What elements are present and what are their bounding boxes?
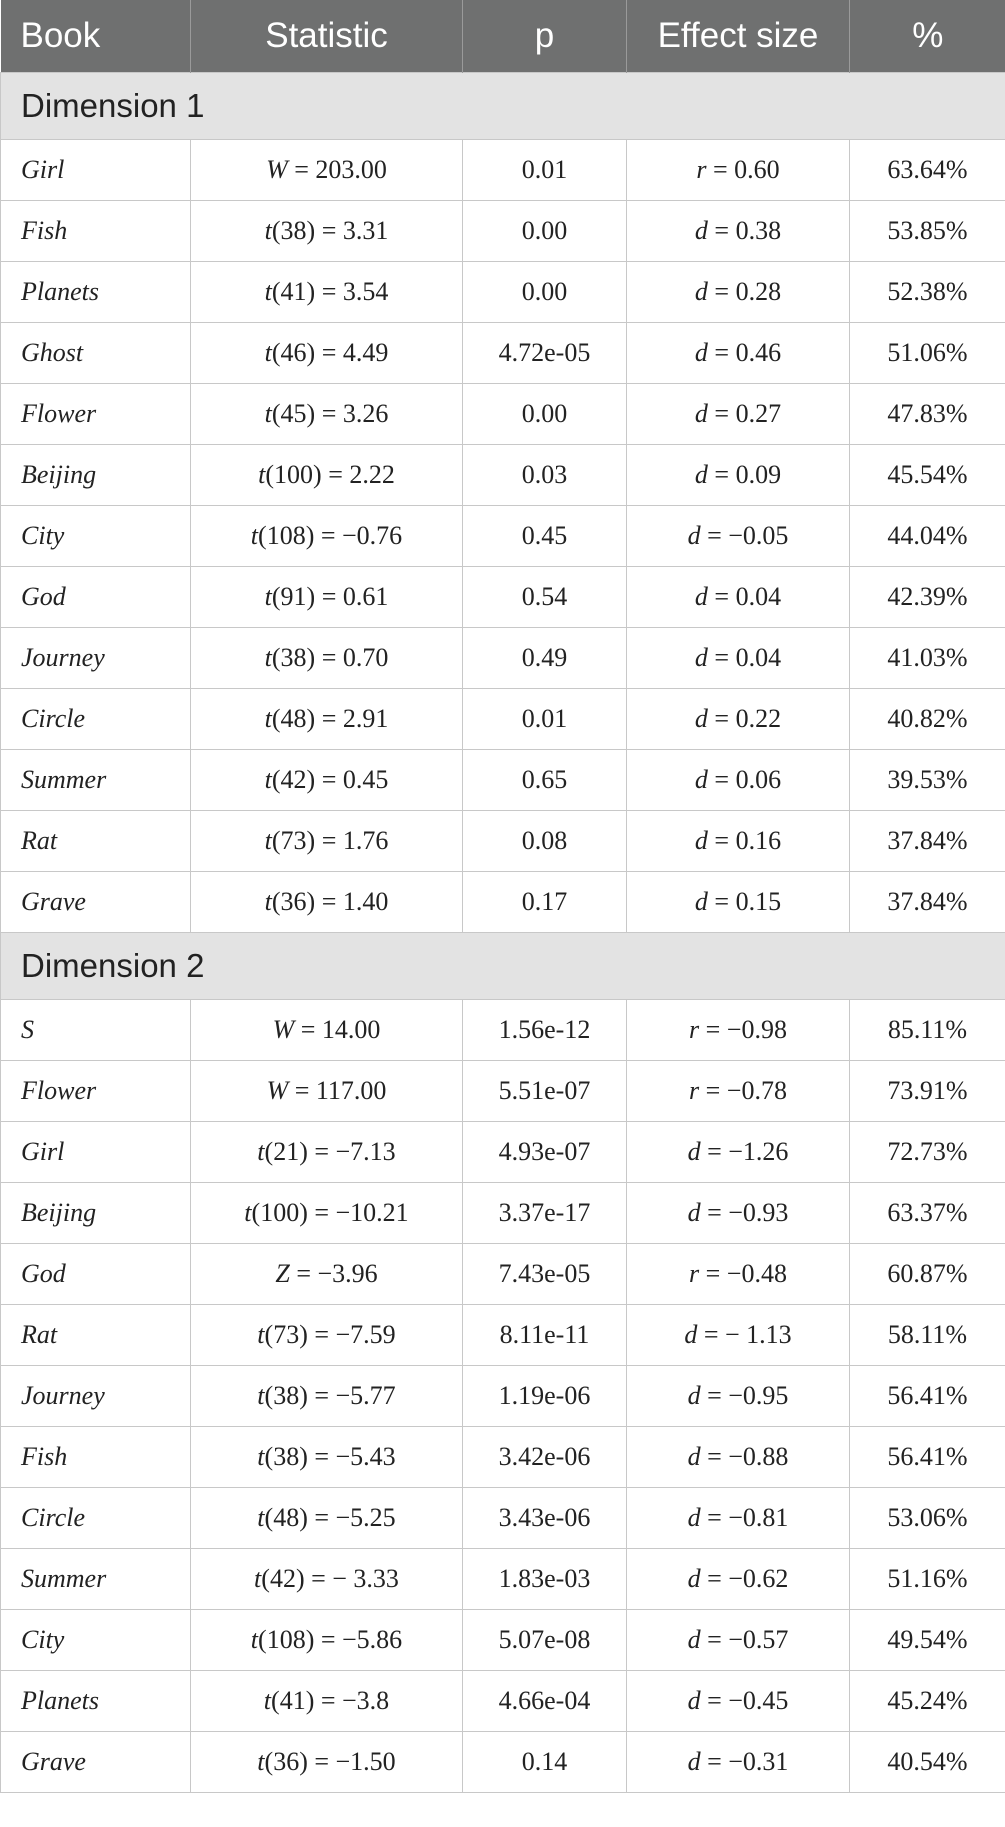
book-cell: Flower xyxy=(1,1061,191,1122)
percent-cell: 42.39% xyxy=(850,567,1005,628)
book-cell: Grave xyxy=(1,872,191,933)
p-value-cell: 0.01 xyxy=(463,689,627,750)
table-row xyxy=(1,140,1005,201)
statistic-cell xyxy=(191,872,463,933)
statistic-cell xyxy=(191,1549,463,1610)
p-value-cell: 0.45 xyxy=(463,506,627,567)
table-row xyxy=(1,1366,1005,1427)
effect-symbol: d xyxy=(687,1198,701,1227)
effect-value: = 0.27 xyxy=(707,399,782,428)
table-row xyxy=(1,1488,1005,1549)
statistic-cell xyxy=(191,811,463,872)
effect-value: = −0.98 xyxy=(699,1015,787,1044)
statistic-cell xyxy=(191,1061,463,1122)
percent-cell: 56.41% xyxy=(850,1427,1005,1488)
statistic-value: (45) = 3.26 xyxy=(271,399,389,428)
percent-cell: 44.04% xyxy=(850,506,1005,567)
statistic-cell xyxy=(191,567,463,628)
book-cell: Journey xyxy=(1,1366,191,1427)
statistic-symbol: t xyxy=(264,582,272,611)
header-p: p xyxy=(463,0,627,73)
statistic-cell xyxy=(191,323,463,384)
statistic-symbol: t xyxy=(257,1320,265,1349)
p-value-cell: 0.14 xyxy=(463,1732,627,1793)
book-cell: Ghost xyxy=(1,323,191,384)
p-value-cell: 5.51e-07 xyxy=(463,1061,627,1122)
percent-cell: 73.91% xyxy=(850,1061,1005,1122)
book-cell: Planets xyxy=(1,262,191,323)
book-cell: Planets xyxy=(1,1671,191,1732)
percent-cell: 72.73% xyxy=(850,1122,1005,1183)
statistic-cell xyxy=(191,1610,463,1671)
effect-size-cell xyxy=(627,140,850,201)
effect-symbol: d xyxy=(684,1320,698,1349)
statistic-value: (41) = −3.8 xyxy=(271,1686,390,1715)
book-cell: Beijing xyxy=(1,445,191,506)
effect-value: = 0.06 xyxy=(707,765,782,794)
p-value-cell: 0.00 xyxy=(463,201,627,262)
table-row xyxy=(1,750,1005,811)
statistic-cell xyxy=(191,201,463,262)
effect-value: = −0.88 xyxy=(700,1442,789,1471)
statistic-value: (36) = 1.40 xyxy=(271,887,389,916)
percent-cell: 51.16% xyxy=(850,1549,1005,1610)
statistic-symbol: t xyxy=(264,704,272,733)
statistic-symbol: W xyxy=(266,155,288,184)
effect-symbol: d xyxy=(694,460,708,489)
effect-size-cell xyxy=(627,811,850,872)
statistic-cell xyxy=(191,1488,463,1549)
effect-value: = −0.62 xyxy=(700,1564,789,1593)
statistic-value: (100) = 2.22 xyxy=(265,460,395,489)
header-percent: % xyxy=(850,0,1005,73)
book-cell: Rat xyxy=(1,1305,191,1366)
effect-symbol: d xyxy=(694,887,708,916)
effect-size-cell xyxy=(627,445,850,506)
percent-cell: 56.41% xyxy=(850,1366,1005,1427)
effect-symbol: d xyxy=(694,399,708,428)
statistic-cell xyxy=(191,750,463,811)
effect-symbol: d xyxy=(687,1503,701,1532)
p-value-cell: 0.65 xyxy=(463,750,627,811)
effect-size-cell xyxy=(627,689,850,750)
effect-size-cell xyxy=(627,201,850,262)
book-cell: Girl xyxy=(1,140,191,201)
book-cell: Summer xyxy=(1,1549,191,1610)
effect-symbol: d xyxy=(687,1381,701,1410)
effect-value: = 0.09 xyxy=(707,460,782,489)
effect-symbol: d xyxy=(694,704,708,733)
statistic-symbol: t xyxy=(257,1442,265,1471)
statistic-value: (21) = −7.13 xyxy=(264,1137,396,1166)
statistic-value: = 117.00 xyxy=(288,1076,387,1105)
effect-symbol: d xyxy=(687,1747,701,1776)
statistic-cell xyxy=(191,140,463,201)
effect-symbol: d xyxy=(694,338,708,367)
statistic-value: = 203.00 xyxy=(287,155,387,184)
statistic-symbol: t xyxy=(264,643,272,672)
effect-symbol: d xyxy=(687,521,701,550)
statistic-symbol: t xyxy=(257,1503,265,1532)
statistic-symbol: t xyxy=(263,1686,272,1715)
book-cell: God xyxy=(1,567,191,628)
percent-cell: 40.82% xyxy=(850,689,1005,750)
header-effect-size: Effect size xyxy=(627,0,850,73)
statistic-value: (36) = −1.50 xyxy=(264,1747,396,1776)
header-row xyxy=(1,0,1005,73)
percent-cell: 63.37% xyxy=(850,1183,1005,1244)
effect-size-cell xyxy=(627,1427,850,1488)
statistic-symbol: t xyxy=(254,1564,262,1593)
statistic-value: (42) = 0.45 xyxy=(271,765,389,794)
table-row xyxy=(1,811,1005,872)
effect-size-cell xyxy=(627,1549,850,1610)
table-row xyxy=(1,1549,1005,1610)
p-value-cell: 3.43e-06 xyxy=(463,1488,627,1549)
effect-symbol: r xyxy=(696,155,707,184)
section-title: Dimension 1 xyxy=(1,73,1005,140)
table-row xyxy=(1,1061,1005,1122)
effect-value: = 0.46 xyxy=(707,338,782,367)
effect-size-cell xyxy=(627,1732,850,1793)
percent-cell: 41.03% xyxy=(850,628,1005,689)
book-cell: Fish xyxy=(1,201,191,262)
p-value-cell: 4.72e-05 xyxy=(463,323,627,384)
statistic-cell xyxy=(191,1122,463,1183)
effect-value: = 0.04 xyxy=(707,582,782,611)
effect-size-cell xyxy=(627,1671,850,1732)
statistic-symbol: W xyxy=(272,1015,295,1044)
effect-size-cell xyxy=(627,872,850,933)
effect-value: = 0.15 xyxy=(707,887,782,916)
effect-symbol: r xyxy=(689,1259,700,1288)
effect-size-cell xyxy=(627,1305,850,1366)
effect-symbol: d xyxy=(687,1625,701,1654)
table-row xyxy=(1,323,1005,384)
statistic-value: (73) = −7.59 xyxy=(264,1320,396,1349)
effect-size-cell xyxy=(627,506,850,567)
book-cell: Circle xyxy=(1,689,191,750)
percent-cell: 47.83% xyxy=(850,384,1005,445)
effect-value: = −0.95 xyxy=(700,1381,789,1410)
statistic-symbol: t xyxy=(257,1381,265,1410)
p-value-cell: 1.56e-12 xyxy=(463,1000,627,1061)
statistic-cell xyxy=(191,262,463,323)
statistic-symbol: t xyxy=(264,399,272,428)
statistic-symbol: t xyxy=(264,338,272,367)
statistic-symbol: t xyxy=(264,765,272,794)
book-cell: Circle xyxy=(1,1488,191,1549)
statistic-symbol: t xyxy=(264,277,272,306)
effect-value: = −0.81 xyxy=(700,1503,789,1532)
p-value-cell: 1.83e-03 xyxy=(463,1549,627,1610)
table-header xyxy=(1,0,1005,73)
effect-size-cell xyxy=(627,750,850,811)
p-value-cell: 0.08 xyxy=(463,811,627,872)
statistic-value: (38) = 3.31 xyxy=(271,216,389,245)
p-value-cell: 0.54 xyxy=(463,567,627,628)
statistic-symbol: t xyxy=(250,1625,259,1654)
effect-symbol: d xyxy=(694,277,708,306)
statistic-value: (48) = −5.25 xyxy=(264,1503,396,1532)
book-cell: Rat xyxy=(1,811,191,872)
book-cell: Grave xyxy=(1,1732,191,1793)
statistic-symbol: t xyxy=(244,1198,252,1227)
table-row xyxy=(1,1244,1005,1305)
table-body xyxy=(1,73,1005,1793)
effect-value: = −0.48 xyxy=(699,1259,787,1288)
book-cell: Beijing xyxy=(1,1183,191,1244)
effect-value: = 0.28 xyxy=(707,277,782,306)
percent-cell: 85.11% xyxy=(850,1000,1005,1061)
p-value-cell: 3.42e-06 xyxy=(463,1427,627,1488)
book-cell: Summer xyxy=(1,750,191,811)
section-row xyxy=(1,933,1005,1000)
effect-size-cell xyxy=(627,567,850,628)
statistic-symbol: Z xyxy=(275,1259,290,1288)
effect-value: = −1.26 xyxy=(700,1137,789,1166)
statistic-cell xyxy=(191,1244,463,1305)
statistic-cell xyxy=(191,1366,463,1427)
statistic-symbol: t xyxy=(264,887,272,916)
statistic-value: (41) = 3.54 xyxy=(271,277,389,306)
statistic-cell xyxy=(191,1183,463,1244)
percent-cell: 60.87% xyxy=(850,1244,1005,1305)
table-row xyxy=(1,567,1005,628)
effect-size-cell xyxy=(627,262,850,323)
table-row xyxy=(1,506,1005,567)
p-value-cell: 4.66e-04 xyxy=(463,1671,627,1732)
effect-symbol: r xyxy=(689,1076,700,1105)
p-value-cell: 0.17 xyxy=(463,872,627,933)
book-cell: Journey xyxy=(1,628,191,689)
book-cell: City xyxy=(1,506,191,567)
effect-size-cell xyxy=(627,1122,850,1183)
p-value-cell: 0.03 xyxy=(463,445,627,506)
p-value-cell: 5.07e-08 xyxy=(463,1610,627,1671)
statistic-value: (73) = 1.76 xyxy=(271,826,389,855)
p-value-cell: 0.01 xyxy=(463,140,627,201)
p-value-cell: 0.00 xyxy=(463,384,627,445)
p-value-cell: 3.37e-17 xyxy=(463,1183,627,1244)
effect-symbol: d xyxy=(687,1442,701,1471)
p-value-cell: 7.43e-05 xyxy=(463,1244,627,1305)
effect-size-cell xyxy=(627,323,850,384)
effect-value: = −0.57 xyxy=(700,1625,789,1654)
table-row xyxy=(1,201,1005,262)
percent-cell: 45.54% xyxy=(850,445,1005,506)
percent-cell: 39.53% xyxy=(850,750,1005,811)
table-row xyxy=(1,1305,1005,1366)
p-value-cell: 4.93e-07 xyxy=(463,1122,627,1183)
p-value-cell: 8.11e-11 xyxy=(463,1305,627,1366)
statistic-value: (38) = −5.77 xyxy=(264,1381,396,1410)
statistic-value: (108) = −5.86 xyxy=(258,1625,403,1654)
table-row xyxy=(1,384,1005,445)
percent-cell: 40.54% xyxy=(850,1732,1005,1793)
percent-cell: 63.64% xyxy=(850,140,1005,201)
table-row xyxy=(1,262,1005,323)
effect-size-cell xyxy=(627,1610,850,1671)
statistic-cell xyxy=(191,1427,463,1488)
table-row xyxy=(1,1183,1005,1244)
effect-value: = −0.45 xyxy=(700,1686,789,1715)
statistic-value: (108) = −0.76 xyxy=(258,521,403,550)
book-cell: God xyxy=(1,1244,191,1305)
effect-symbol: d xyxy=(687,1137,701,1166)
table-row xyxy=(1,1000,1005,1061)
statistic-symbol: t xyxy=(258,460,266,489)
percent-cell: 37.84% xyxy=(850,872,1005,933)
effect-symbol: d xyxy=(694,643,708,672)
effect-symbol: r xyxy=(689,1015,700,1044)
table-row xyxy=(1,689,1005,750)
statistic-value: (42) = − 3.33 xyxy=(261,1564,399,1593)
book-cell: S xyxy=(1,1000,191,1061)
statistic-symbol: t xyxy=(264,826,272,855)
effect-value: = 0.22 xyxy=(707,704,782,733)
effect-size-cell xyxy=(627,384,850,445)
effect-value: = − 1.13 xyxy=(697,1320,792,1349)
section-title: Dimension 2 xyxy=(1,933,1005,1000)
effect-size-cell xyxy=(627,1488,850,1549)
statistic-symbol: t xyxy=(257,1747,265,1776)
effect-value: = −0.93 xyxy=(700,1198,789,1227)
percent-cell: 37.84% xyxy=(850,811,1005,872)
statistic-symbol: t xyxy=(257,1137,265,1166)
p-value-cell: 0.49 xyxy=(463,628,627,689)
effect-size-cell xyxy=(627,1000,850,1061)
table-row xyxy=(1,445,1005,506)
effect-symbol: d xyxy=(694,582,708,611)
statistic-value: (46) = 4.49 xyxy=(271,338,389,367)
statistic-symbol: W xyxy=(266,1076,289,1105)
effect-size-cell xyxy=(627,1244,850,1305)
book-cell: City xyxy=(1,1610,191,1671)
statistic-cell xyxy=(191,1000,463,1061)
statistic-cell xyxy=(191,445,463,506)
statistic-cell xyxy=(191,1305,463,1366)
table-row xyxy=(1,1671,1005,1732)
statistic-cell xyxy=(191,1671,463,1732)
effect-value: = −0.78 xyxy=(699,1076,787,1105)
percent-cell: 52.38% xyxy=(850,262,1005,323)
statistic-cell xyxy=(191,384,463,445)
statistic-cell xyxy=(191,506,463,567)
table-row xyxy=(1,1732,1005,1793)
percent-cell: 51.06% xyxy=(850,323,1005,384)
percent-cell: 45.24% xyxy=(850,1671,1005,1732)
statistic-cell xyxy=(191,628,463,689)
table-row xyxy=(1,1122,1005,1183)
percent-cell: 58.11% xyxy=(850,1305,1005,1366)
effect-symbol: d xyxy=(694,826,708,855)
table-row xyxy=(1,872,1005,933)
percent-cell: 49.54% xyxy=(850,1610,1005,1671)
percent-cell: 53.85% xyxy=(850,201,1005,262)
book-cell: Flower xyxy=(1,384,191,445)
statistic-value: (91) = 0.61 xyxy=(271,582,389,611)
effect-size-cell xyxy=(627,1366,850,1427)
header-book: Book xyxy=(1,0,191,73)
effect-value: = 0.04 xyxy=(707,643,782,672)
statistic-symbol: t xyxy=(250,521,259,550)
book-cell: Girl xyxy=(1,1122,191,1183)
statistic-value: (48) = 2.91 xyxy=(271,704,389,733)
effect-size-cell xyxy=(627,1183,850,1244)
statistic-value: = 14.00 xyxy=(294,1015,381,1044)
effect-value: = 0.16 xyxy=(707,826,782,855)
statistic-cell xyxy=(191,1732,463,1793)
effect-value: = −0.05 xyxy=(700,521,789,550)
p-value-cell: 0.00 xyxy=(463,262,627,323)
effect-symbol: d xyxy=(694,216,708,245)
effect-symbol: d xyxy=(694,765,708,794)
statistic-cell xyxy=(191,689,463,750)
table-row xyxy=(1,1610,1005,1671)
effect-symbol: d xyxy=(687,1686,701,1715)
table-row xyxy=(1,1427,1005,1488)
statistic-value: (38) = −5.43 xyxy=(264,1442,396,1471)
effect-value: = −0.31 xyxy=(700,1747,789,1776)
statistic-value: (100) = −10.21 xyxy=(251,1198,409,1227)
percent-cell: 53.06% xyxy=(850,1488,1005,1549)
effect-value: = 0.38 xyxy=(707,216,782,245)
effect-size-cell xyxy=(627,628,850,689)
p-value-cell: 1.19e-06 xyxy=(463,1366,627,1427)
statistic-value: = −3.96 xyxy=(289,1259,378,1288)
statistic-value: (38) = 0.70 xyxy=(271,643,389,672)
effect-size-cell xyxy=(627,1061,850,1122)
table-row xyxy=(1,628,1005,689)
effect-symbol: d xyxy=(687,1564,701,1593)
book-cell: Fish xyxy=(1,1427,191,1488)
effect-value: = 0.60 xyxy=(706,155,780,184)
header-statistic: Statistic xyxy=(191,0,463,73)
section-row xyxy=(1,73,1005,140)
statistic-symbol: t xyxy=(264,216,272,245)
